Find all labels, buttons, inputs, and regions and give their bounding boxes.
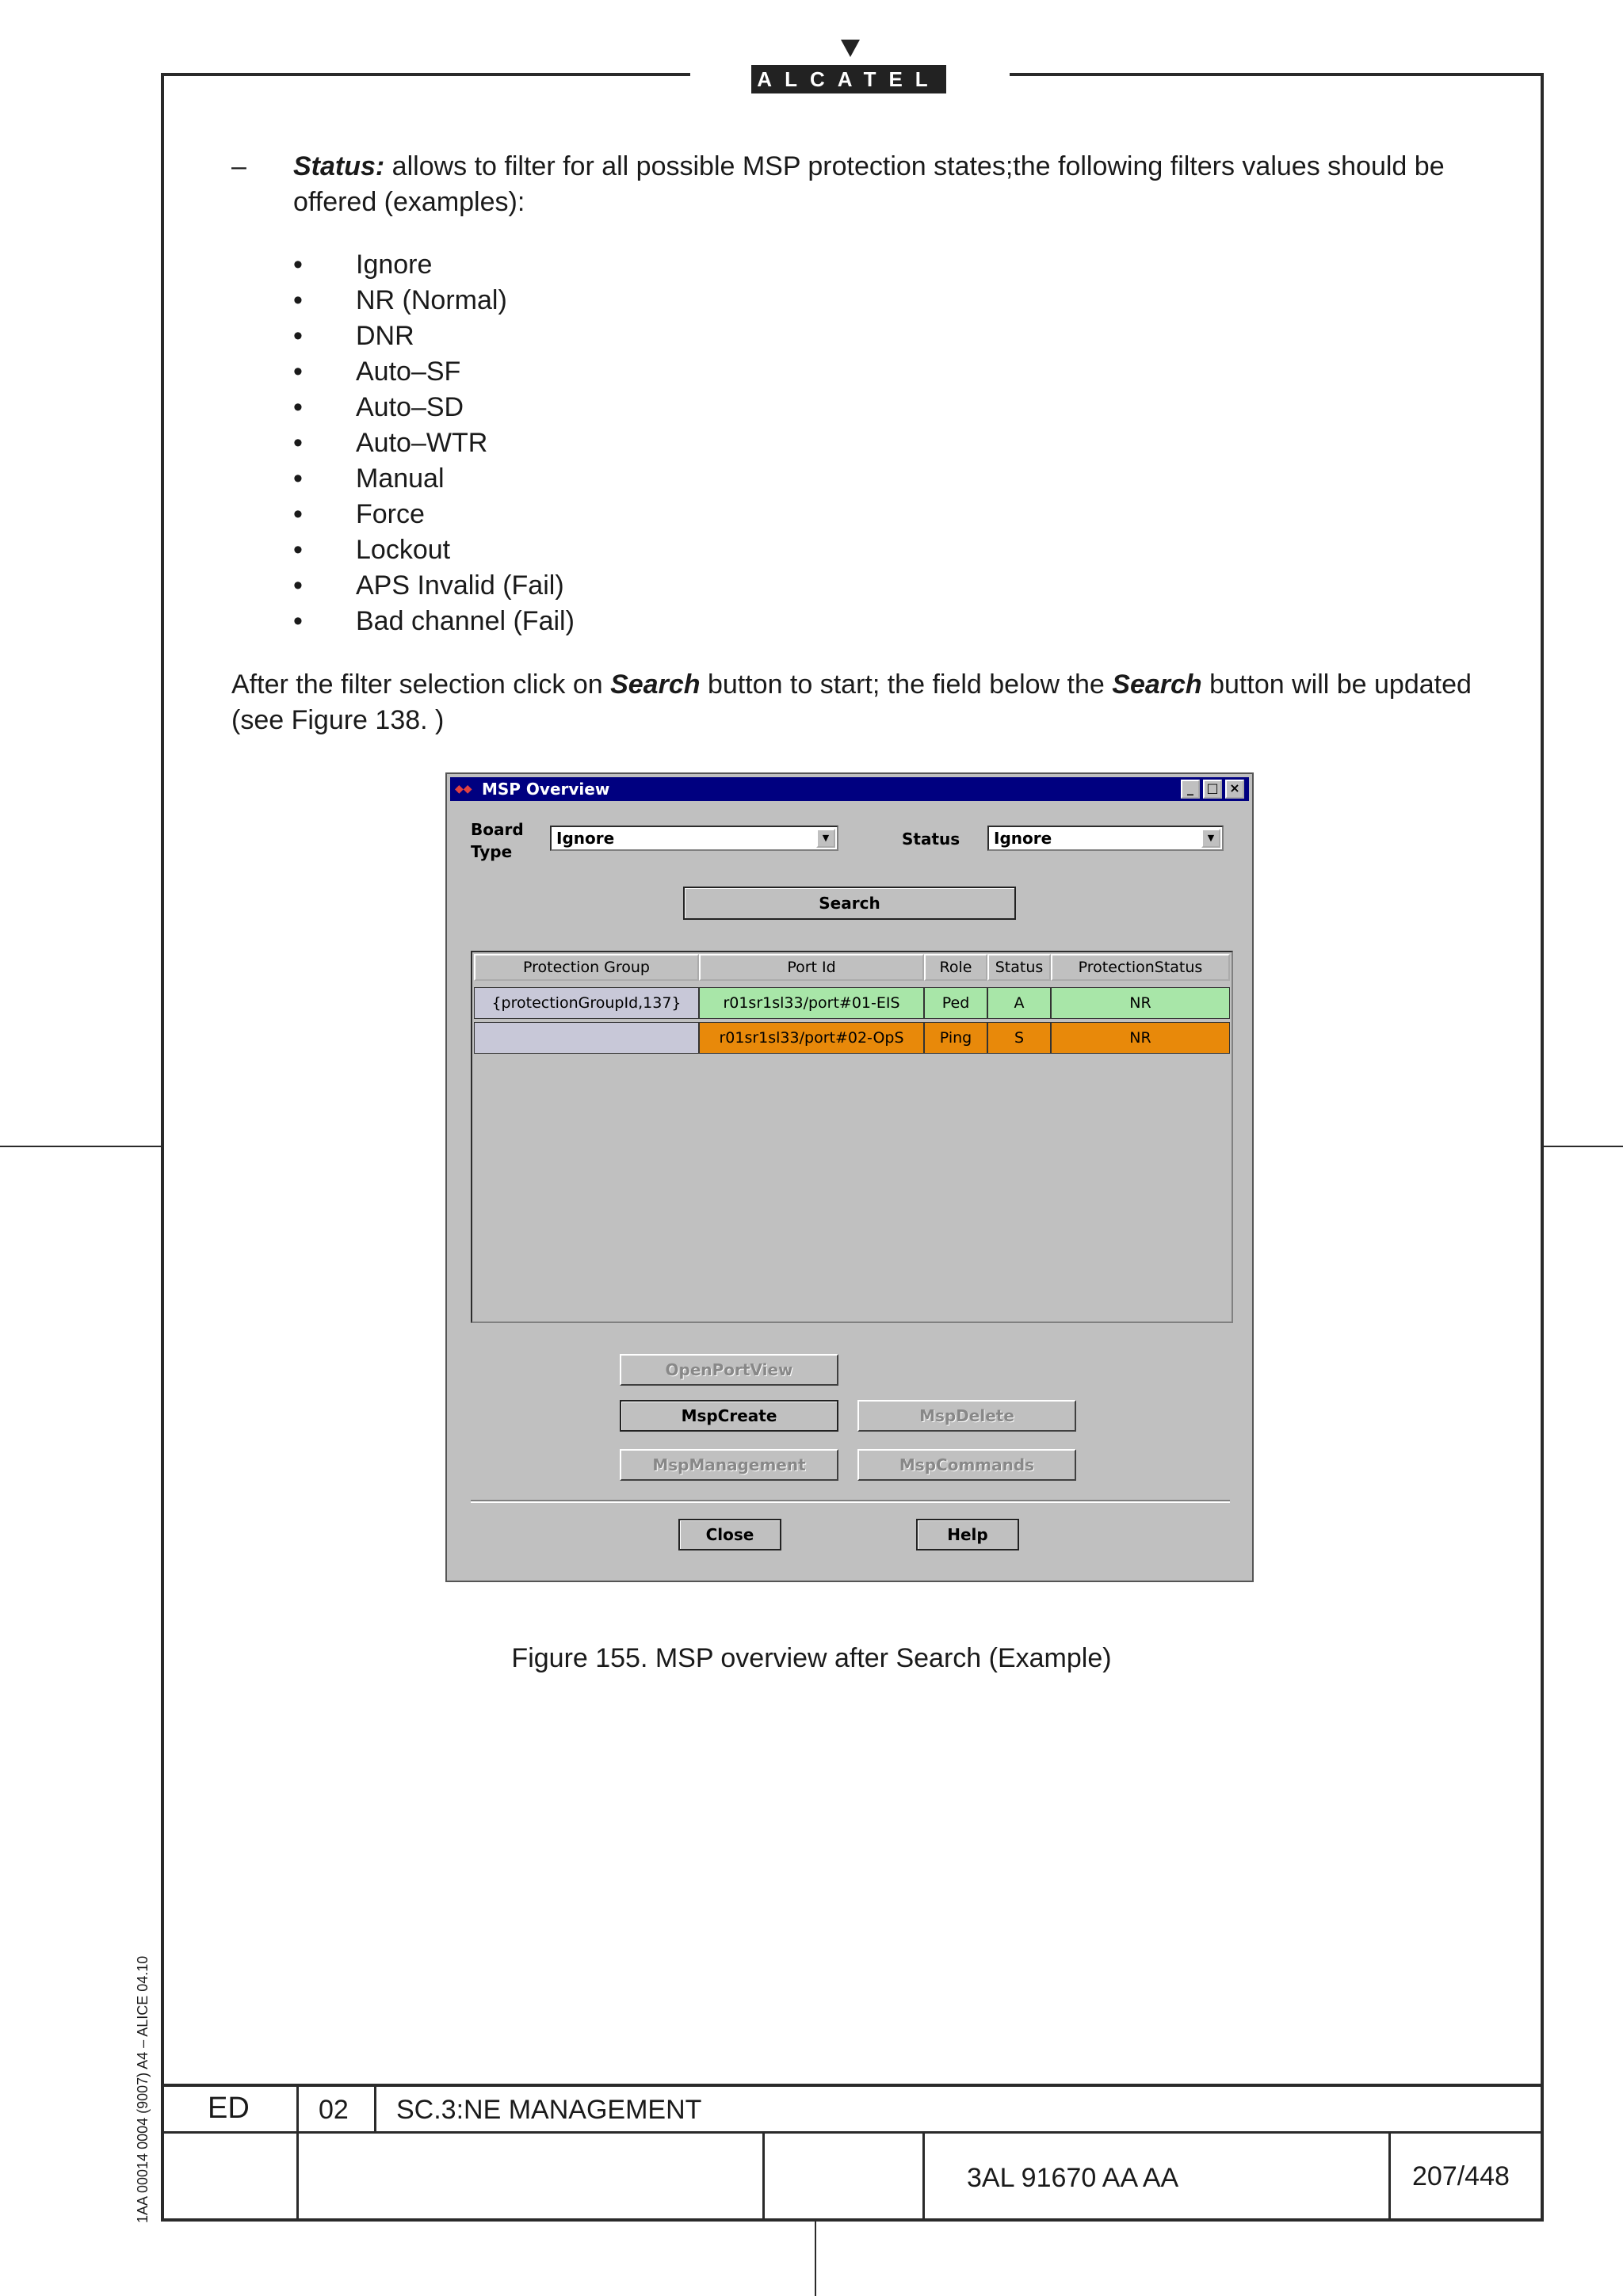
crop-mark-left [0, 1146, 161, 1147]
results-table [471, 951, 1233, 1323]
table-cell: Ped [924, 987, 987, 1019]
status-label: Status [902, 830, 960, 849]
msp-commands-button[interactable]: MspCommands [857, 1449, 1076, 1481]
table-cell: {protectionGroupId,137} [474, 987, 699, 1019]
chevron-down-icon[interactable]: ▼ [816, 829, 835, 848]
msp-delete-button[interactable]: MspDelete [857, 1400, 1076, 1432]
list-dash: – [231, 151, 246, 181]
board-type-label [471, 818, 524, 863]
table-cell: A [987, 987, 1051, 1019]
page-number: 207/448 [1412, 2161, 1510, 2191]
msp-app-icon: ◆◆ [455, 783, 472, 795]
section-title: SC.3:NE MANAGEMENT [396, 2095, 702, 2125]
table-cell: r01sr1sl33/port#01-EIS [699, 987, 924, 1019]
list-item: • Bad channel (Fail) [293, 604, 575, 639]
frame-top-right [1010, 73, 1544, 76]
search-term: Search [1112, 669, 1202, 700]
search-button[interactable]: Search [683, 887, 1016, 920]
footer-divider [374, 2084, 376, 2133]
footer-divider [762, 2131, 765, 2220]
document-number: 3AL 91670 AA AA [967, 2163, 1179, 2193]
label-line: Board [471, 820, 524, 839]
open-port-view-button[interactable]: OpenPortView [620, 1354, 838, 1386]
list-item: • APS Invalid (Fail) [293, 568, 575, 604]
edition-label: ED [208, 2092, 250, 2125]
window-divider [471, 1500, 1230, 1503]
frame-top-left [161, 73, 690, 76]
table-cell: Ping [924, 1022, 987, 1054]
status-term: Status: [293, 151, 385, 181]
column-header[interactable]: ProtectionStatus [1051, 954, 1230, 981]
list-item: • Auto–SF [293, 354, 575, 390]
list-item: • Manual [293, 461, 575, 497]
list-item: • Auto–WTR [293, 425, 575, 461]
table-cell [474, 1022, 699, 1054]
search-term: Search [610, 669, 701, 700]
table-cell: S [987, 1022, 1051, 1054]
list-item: • DNR [293, 318, 575, 354]
help-button[interactable]: Help [916, 1519, 1019, 1550]
text-part: After the filter selection click on [231, 669, 611, 700]
msp-overview-window [445, 772, 1254, 1582]
label-line: Type [471, 842, 513, 861]
footer-top-line [161, 2084, 1544, 2087]
footer-divider [1388, 2131, 1391, 2220]
maximize-icon[interactable]: □ [1203, 780, 1222, 799]
text-part: button will be updated [1201, 669, 1472, 700]
text-part: (see Figure 138. ) [231, 705, 445, 735]
column-header[interactable]: Role [924, 954, 987, 981]
chevron-down-icon[interactable]: ▼ [1201, 829, 1220, 848]
status-select[interactable] [987, 826, 1224, 851]
minimize-icon[interactable]: _ [1181, 780, 1200, 799]
list-item: • Lockout [293, 532, 575, 568]
figure-caption: Figure 155. MSP overview after Search (Example) [511, 1643, 1112, 1673]
column-header[interactable]: Protection Group [474, 954, 699, 981]
table-cell: NR [1051, 987, 1230, 1019]
crop-mark-right [1544, 1146, 1623, 1147]
crop-mark-bottom [815, 2222, 816, 2296]
footer-divider [296, 2084, 299, 2220]
list-item: • NR (Normal) [293, 283, 575, 318]
status-description-line2: offered (examples): [293, 187, 525, 217]
footer-bottom-line [161, 2218, 1544, 2222]
footer-divider [922, 2131, 925, 2220]
column-header[interactable]: Port Id [699, 954, 924, 981]
table-cell: r01sr1sl33/port#02-OpS [699, 1022, 924, 1054]
edition-value: 02 [319, 2095, 349, 2125]
after-filter-paragraph [231, 667, 1499, 738]
list-item: • Auto–SD [293, 390, 575, 425]
board-type-select[interactable] [550, 826, 838, 851]
window-titlebar[interactable] [450, 777, 1249, 801]
msp-management-button[interactable]: MspManagement [620, 1449, 838, 1481]
window-title: MSP Overview [482, 780, 610, 799]
side-note: 1AA 00014 0004 (9007) A4 – ALICE 04.10 [135, 1955, 151, 2223]
column-header[interactable]: Status [987, 954, 1051, 981]
alcatel-logo: ALCATEL [751, 65, 946, 93]
list-item: • Ignore [293, 247, 575, 283]
close-button[interactable]: Close [678, 1519, 781, 1550]
frame-left [161, 73, 164, 2222]
close-icon[interactable]: × [1225, 780, 1244, 799]
board-type-value: Ignore [556, 829, 615, 848]
logo-triangle-icon [841, 40, 860, 57]
frame-right [1541, 73, 1544, 2222]
footer-mid-line [161, 2131, 1544, 2134]
status-filter-list [293, 247, 575, 639]
status-description: allows to filter for all possible MSP protection states;the following filters values should be [384, 151, 1445, 181]
msp-create-button[interactable]: MspCreate [620, 1400, 838, 1432]
table-cell: NR [1051, 1022, 1230, 1054]
text-part: button to start; the field below the [700, 669, 1113, 700]
status-value: Ignore [994, 829, 1052, 848]
list-item: • Force [293, 497, 575, 532]
status-paragraph [293, 149, 1482, 220]
